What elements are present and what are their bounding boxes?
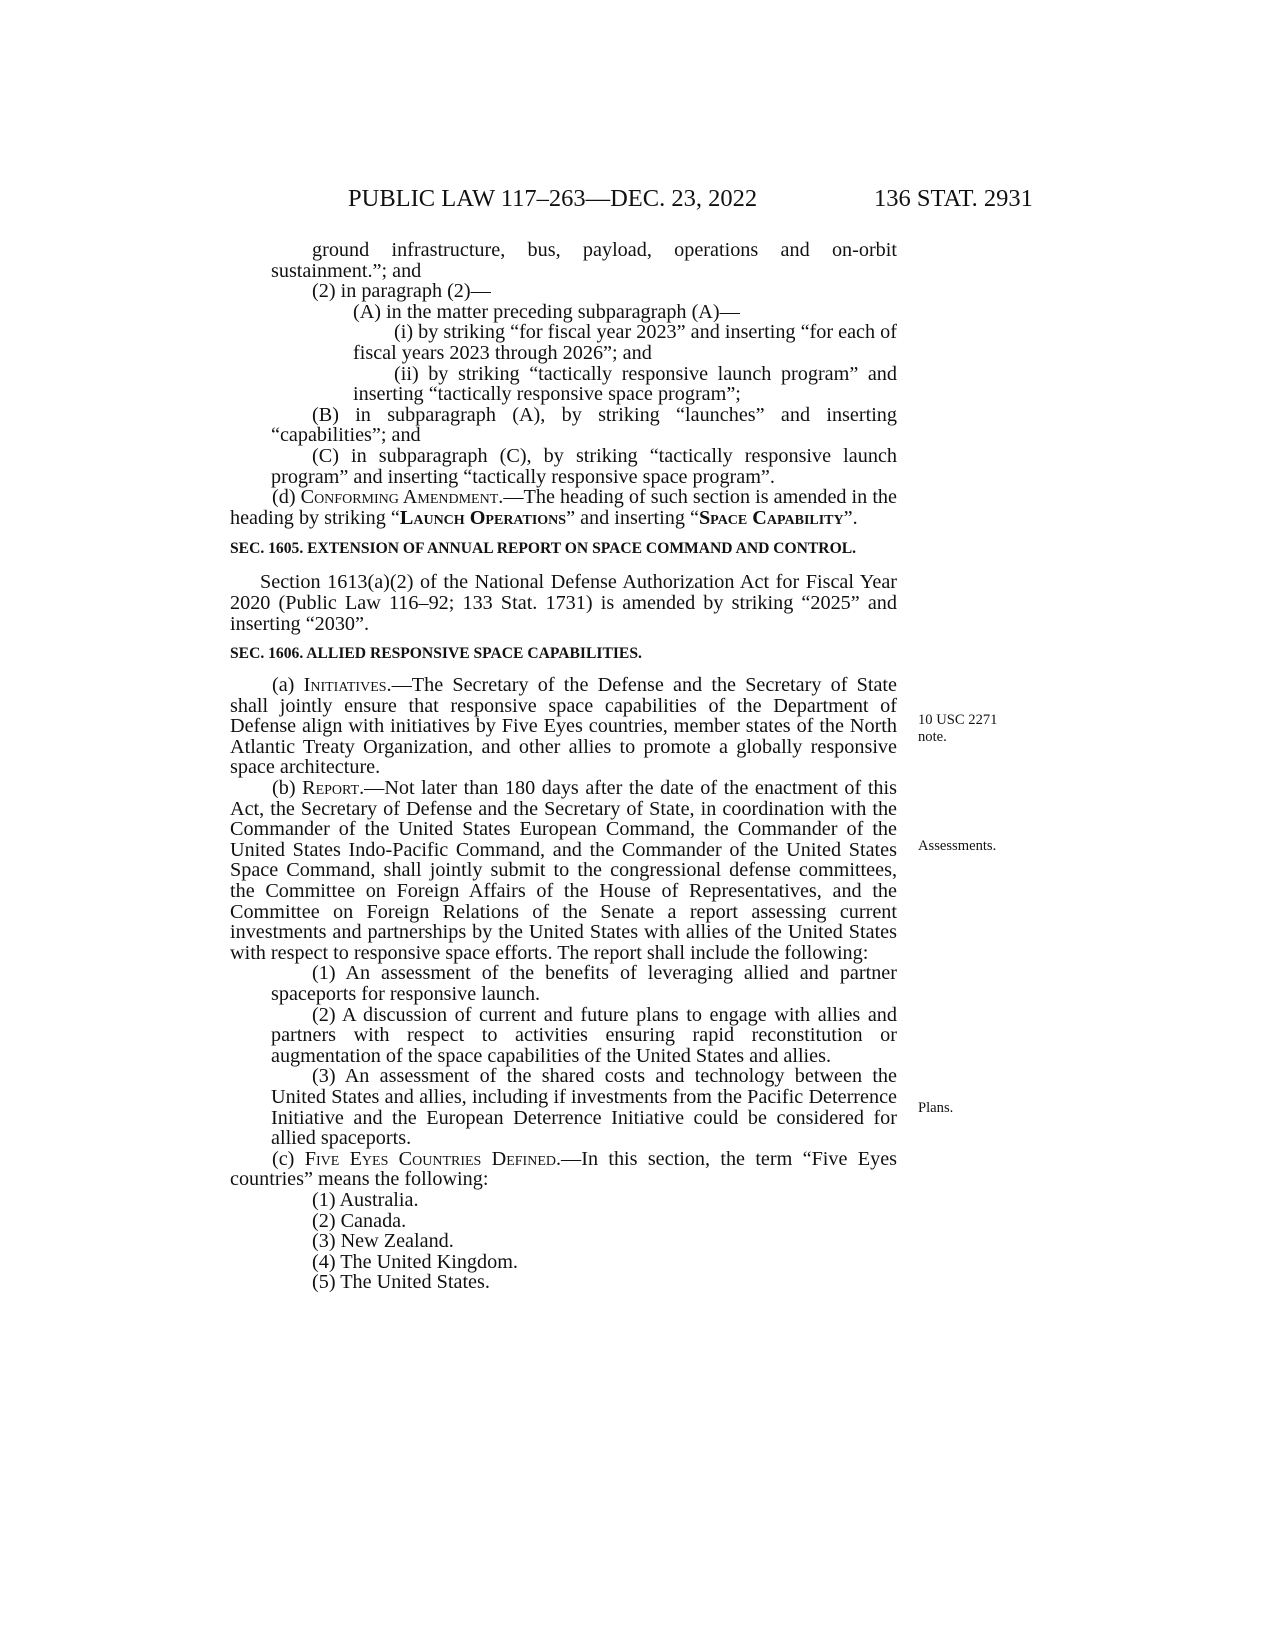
subparagraph-a: (A) in the matter preceding subparagraph (A)— [353,300,740,323]
subsection-heading: Conforming Amendment [300,486,499,509]
subsection-a-initiatives [230,675,897,778]
subparagraph-c: (C) in subparagraph (C), by striking “tactically responsive launch program” and inserting “tactically responsive space program”. [271,444,897,488]
report-item-2: (2) A discussion of current and future plans to engage with allies and partners with respect to activities ensuring rapid reconstitution or augmentation of the space capabilities of the United States and allies. [271,1003,897,1067]
subsection-heading: Report [302,777,360,800]
margin-note-usc: 10 USC 2271 note. [918,712,998,745]
country-item: (1) Australia. [312,1188,419,1211]
country-item: (4) The United Kingdom. [312,1250,518,1273]
subparagraph-b: (B) in subparagraph (A), by striking “launches” and inserting “capabilities”; and [271,403,897,447]
subsection-text: ” and inserting “ [566,506,699,529]
paragraph-item-2: (2) in paragraph (2)— [312,280,491,303]
struck-heading: Launch Operations [399,506,567,529]
section-1605-body: Section 1613(a)(2) of the National Defense Authorization Act for Fiscal Year 2020 (Public Law 116–92; 133 Stat. 1731) is amended by striking “2025” and inserting “2030”. [230,571,897,635]
report-item-3: (3) An assessment of the shared costs and technology between the United States and allies, including if investments from the Pacific Deterrence Initiative and the European Deterrence Initiative could be considered for allied spaceports. [271,1065,897,1150]
subsection-lead: (b) [272,777,303,800]
country-item: (3) New Zealand. [312,1230,454,1253]
subsection-d-conforming-amendment [230,487,897,528]
clause-i: (i) by striking “for fiscal year 2023” and inserting “for each of fiscal years 2023 through 2026”; and [353,321,897,364]
subsection-text: .—In this section, the term “Five Eyes countries” means the following: [230,1147,898,1191]
country-item: (2) Canada. [312,1209,407,1232]
subsection-b-report [230,778,897,963]
subsection-heading: Five Eyes Countries Defined [304,1147,556,1170]
subsection-text: ”. [843,506,858,529]
subsection-text: .—The Secretary of the Defense and the Secretary of State shall jointly ensure that responsive space capabilities of the Department of Defense align with initiatives by Five Eyes countries, member states of the North Atlantic Treaty Organization, and other allies to promote a globally responsive space architecture. [230,674,898,779]
margin-note-assessments: Assessments. [918,838,997,854]
margin-note-plans: Plans. [918,1100,954,1116]
subsection-lead: (d) [272,486,301,509]
paragraph-continuation: ground infrastructure, bus, payload, operations and on-orbit sustainment.”; and [271,239,897,282]
section-1605-title: SEC. 1605. EXTENSION OF ANNUAL REPORT ON SPACE COMMAND AND CONTROL. [230,540,857,558]
subsection-c-five-eyes-defined [230,1149,897,1190]
document-body [230,240,897,1293]
subsection-heading: Initiatives [303,674,387,697]
country-item: (5) The United States. [312,1271,490,1294]
section-1606-title: SEC. 1606. ALLIED RESPONSIVE SPACE CAPABILITIES. [230,645,642,663]
running-head: PUBLIC LAW 117–263—DEC. 23, 2022 [348,185,758,212]
subsection-lead: (a) [272,674,304,697]
stat-page-number: 136 STAT. 2931 [874,185,1033,212]
inserted-heading: Space Capability [698,506,844,529]
subsection-lead: (c) [272,1147,305,1170]
report-item-1: (1) An assessment of the benefits of leveraging allied and partner spaceports for responsive launch. [271,962,897,1005]
subsection-text: .—The heading of such section is amended in the heading by striking “ [230,486,897,529]
subsection-text: .—Not later than 180 days after the date of the enactment of this Act, the Secretary of Defense and the Secretary of State, in coordination with the Commander of the United States European Command, the Commander of the United States Indo-Pacific Command, and the Commander of the United States Space Command, shall jointly submit to the congressional defense committees, the Committee on Foreign Affairs of the House of Representatives, and the Committee on Foreign Relations of the Senate a report assessing current investments and partnerships by the United States with allies of the United States with respect to responsive space efforts. The report shall include the following: [230,777,897,964]
clause-ii: (ii) by striking “tactically responsive launch program” and inserting “tactically responsive space program”; [353,362,897,406]
